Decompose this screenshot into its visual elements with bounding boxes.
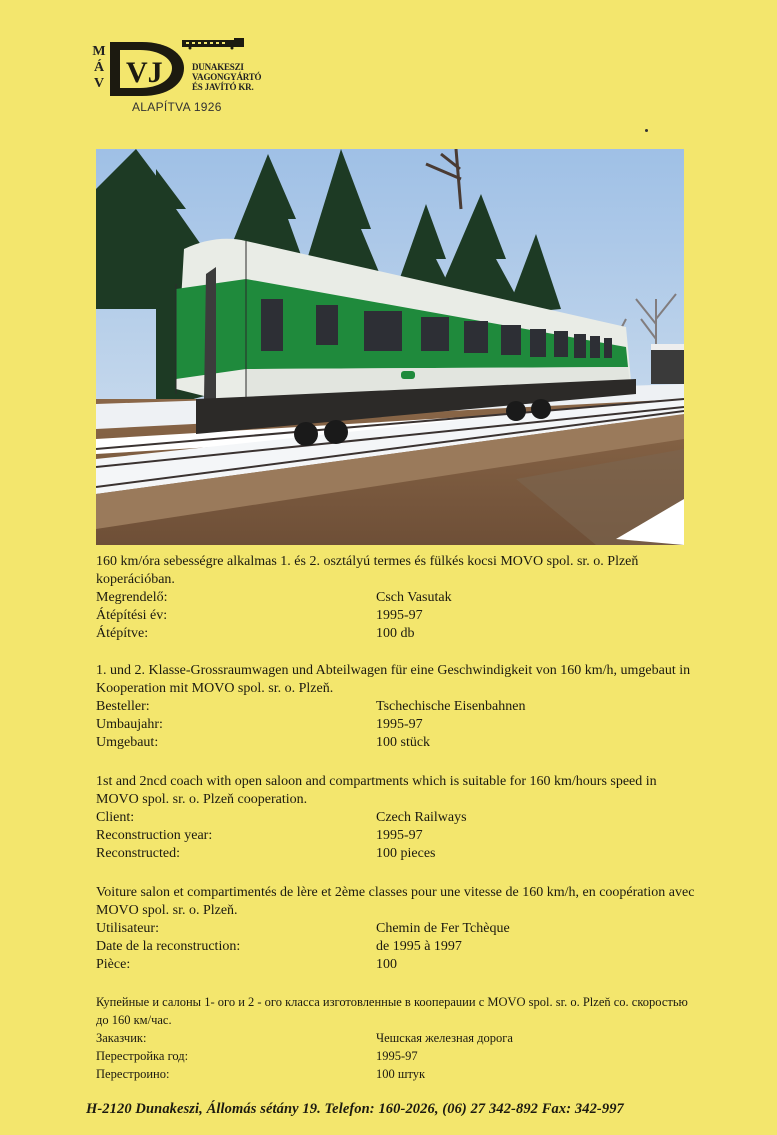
spec-value: de 1995 à 1997 xyxy=(376,939,462,954)
spec-row xyxy=(96,734,696,752)
contact-footer: H-2120 Dunakeszi, Állomás sétány 19. Telefon: 160-2026, (06) 27 342-892 Fax: 342-997 xyxy=(86,1101,624,1117)
dvj-monogram-icon xyxy=(106,38,188,98)
spec-row xyxy=(96,956,696,974)
spec-label: Date de la reconstruction: xyxy=(96,939,241,954)
speck xyxy=(645,129,648,132)
train-silhouette-icon xyxy=(182,38,246,50)
spec-label: Umgebaut: xyxy=(96,735,159,750)
company-line: ÉS JAVÍTÓ KR. xyxy=(192,82,254,92)
spec-row xyxy=(96,827,696,845)
spec-label: Reconstruction year: xyxy=(96,828,213,843)
spec-row xyxy=(96,1029,696,1047)
spec-value: 1995-97 xyxy=(376,608,423,623)
svg-text:VJ: VJ xyxy=(126,56,163,89)
spec-value: Csch Vasutak xyxy=(376,590,452,605)
spec-value: 1995-97 xyxy=(376,717,423,732)
spec-row xyxy=(96,1047,696,1065)
founded-text: ALAPÍTVA 1926 xyxy=(132,100,222,114)
spec-value: Chemin de Fer Tchèque xyxy=(376,921,510,936)
company-name xyxy=(192,62,261,92)
section-intro: Купейные и салоны 1- ого и 2 - ого класса изготовленные в коопераuии с MOVO spol. sr. o. Plzeň co. скоростью до 160 км/час. xyxy=(96,995,688,1027)
mav-letter-v: V xyxy=(93,76,105,91)
spec-label: Перестроино: xyxy=(96,1067,170,1081)
coach-photo xyxy=(96,149,684,545)
spec-value: Czech Railways xyxy=(376,810,467,825)
spec-label: Utilisateur: xyxy=(96,921,159,936)
spec-value: 100 штук xyxy=(376,1067,426,1081)
spec-value: 100 xyxy=(376,957,397,972)
section-russian xyxy=(96,993,696,1083)
spec-value: Чешская железная дорога xyxy=(376,1031,513,1045)
spec-label: Client: xyxy=(96,810,135,825)
spec-label: Перестройка год: xyxy=(96,1049,189,1063)
spec-row xyxy=(96,920,696,938)
section-english xyxy=(96,773,696,863)
dvj-logo xyxy=(92,36,262,116)
section-intro: Voiture salon et compartimentés de lère et 2ème classes pour une vitesse de 160 km/h, en coopération avec MOVO spol. sr. o. Plzeň. xyxy=(96,885,695,918)
spec-row xyxy=(96,625,696,643)
section-intro: 1st and 2ncd coach with open saloon and compartments which is suitable for 160 km/hours speed in MOVO spol. sr. o. Plzeň cooperation. xyxy=(96,774,657,807)
section-german xyxy=(96,662,696,752)
spec-label: Pièce: xyxy=(96,957,131,972)
mav-letters xyxy=(92,44,106,92)
spec-value: 100 stück xyxy=(376,735,431,750)
spec-row xyxy=(96,698,696,716)
spec-row xyxy=(96,589,696,607)
spec-label: Заказчик: xyxy=(96,1031,147,1045)
spec-row xyxy=(96,607,696,625)
spec-value: Tschechische Eisenbahnen xyxy=(376,699,526,714)
spec-label: Reconstructed: xyxy=(96,846,180,861)
mav-letter-a: Á xyxy=(93,60,105,75)
company-line: DUNAKESZI xyxy=(192,62,244,72)
section-intro: 1. und 2. Klasse-Grossraumwagen und Abteilwagen für eine Geschwindigkeit von 160 km/h, umgebaut in Kooperation mit MOVO spol. sr. o. Plzeň. xyxy=(96,663,691,696)
spec-label: Átépítési év: xyxy=(96,608,168,623)
section-french xyxy=(96,884,696,974)
spec-label: Besteller: xyxy=(96,699,150,714)
spec-row xyxy=(96,716,696,734)
section-intro: 160 km/óra sebességre alkalmas 1. és 2. osztályú termes és fülkés kocsi MOVO spol. sr. o. Plzeň koperációban. xyxy=(96,554,639,587)
company-line: VAGONGYÁRTÓ xyxy=(192,72,262,82)
spec-label: Megrendelő: xyxy=(96,590,168,605)
spec-value: 100 db xyxy=(376,626,415,641)
spec-value: 1995-97 xyxy=(376,828,423,843)
spec-label: Átépítve: xyxy=(96,626,149,641)
spec-label: Umbaujahr: xyxy=(96,717,163,732)
spec-value: 1995-97 xyxy=(376,1049,418,1063)
spec-row xyxy=(96,938,696,956)
mav-letter-m: M xyxy=(92,44,106,59)
spec-row xyxy=(96,1065,696,1083)
spec-row xyxy=(96,809,696,827)
spec-row xyxy=(96,845,696,863)
section-hungarian xyxy=(96,553,696,643)
spec-value: 100 pieces xyxy=(376,846,436,861)
